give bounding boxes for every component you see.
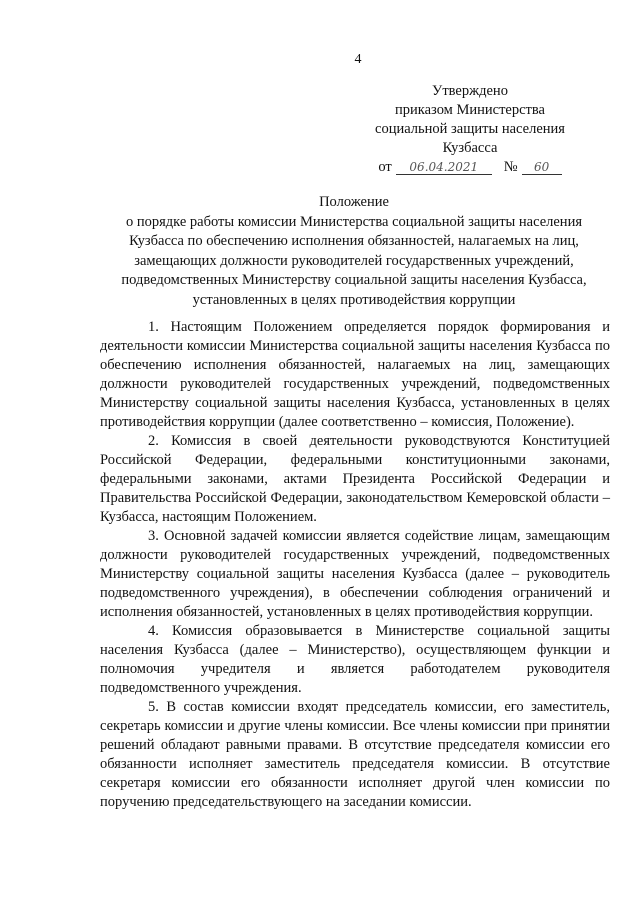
paragraph-3: 3. Основной задачей комиссии является содействие лицам, замещающим должности руководителей государственных учреждений, подведомственных Министерству социальной защиты населения Кузбасса (далее – руководитель подведомственного учреждения), в обеспечении соблюдения ограничений и исполнения обязанностей, установленных в целях противодействия коррупции. <box>100 528 610 620</box>
approval-date-line <box>336 158 604 177</box>
approval-line-approved: Утверждено <box>432 83 508 99</box>
paragraph-1: 1. Настоящим Положением определяется порядок формирования и деятельности комиссии Министерства социальной защиты населения Кузбасса по обеспечению исполнения обязанностей, налагаемых на лиц, замещающих должности руководителей государственных учреждений, подведомственных Министерству социальной защиты населения Кузбасса, установленных в целях противодействия коррупции (далее соответственно – комиссия, Положение). <box>100 319 610 430</box>
approval-line-region: Кузбасса <box>442 140 498 156</box>
paragraph-5: 5. В состав комиссии входят председатель комиссии, его заместитель, секретарь комиссии и другие члены комиссии. Все члены комиссии при принятии решений обладают равными правами. В отсутствие председателя комиссии его обязанности исполняет заместитель председателя комиссии. В отсутствие секретаря комиссии его обязанности исполняет другой член комиссии по поручению председательствующего на заседании комиссии. <box>100 699 610 810</box>
approval-stamp <box>336 82 604 177</box>
handwritten-number: 60 <box>522 160 562 175</box>
approval-line-order: приказом Министерства <box>395 102 545 118</box>
document-body <box>100 318 610 812</box>
number-prefix: № <box>503 159 518 175</box>
handwritten-date: 06.04.2021 <box>396 160 492 175</box>
approval-line-ministry: социальной защиты населения <box>375 121 565 137</box>
paragraph-4: 4. Комиссия образовывается в Министерстве социальной защиты населения Кузбасса (далее – Министерство), осуществляющем функции и полномочия учредителя и является работодателем руководителя подведомственного учреждения. <box>100 623 610 696</box>
title-subtitle: о порядке работы комиссии Министерства социальной защиты населения Кузбасса по обеспечению исполнения обязанностей, налагаемых на лиц, замещающих должности руководителей государственных учреждений, подведомственных Министерству социальной защиты населения Кузбасса, установленных в целях противодействия коррупции <box>121 213 587 308</box>
title-heading: Положение <box>319 194 389 210</box>
document-title <box>100 193 608 310</box>
date-prefix: от <box>378 159 392 175</box>
paragraph-2: 2. Комиссия в своей деятельности руководствуются Конституцией Российской Федерации, федеральными конституционными законами, федеральными законами, актами Президента Российской Федерации и Правительства Российской Федерации, законодательством Кемеровской области – Кузбасса, настоящим Положением. <box>100 433 610 525</box>
page-number: 4 <box>354 52 362 67</box>
